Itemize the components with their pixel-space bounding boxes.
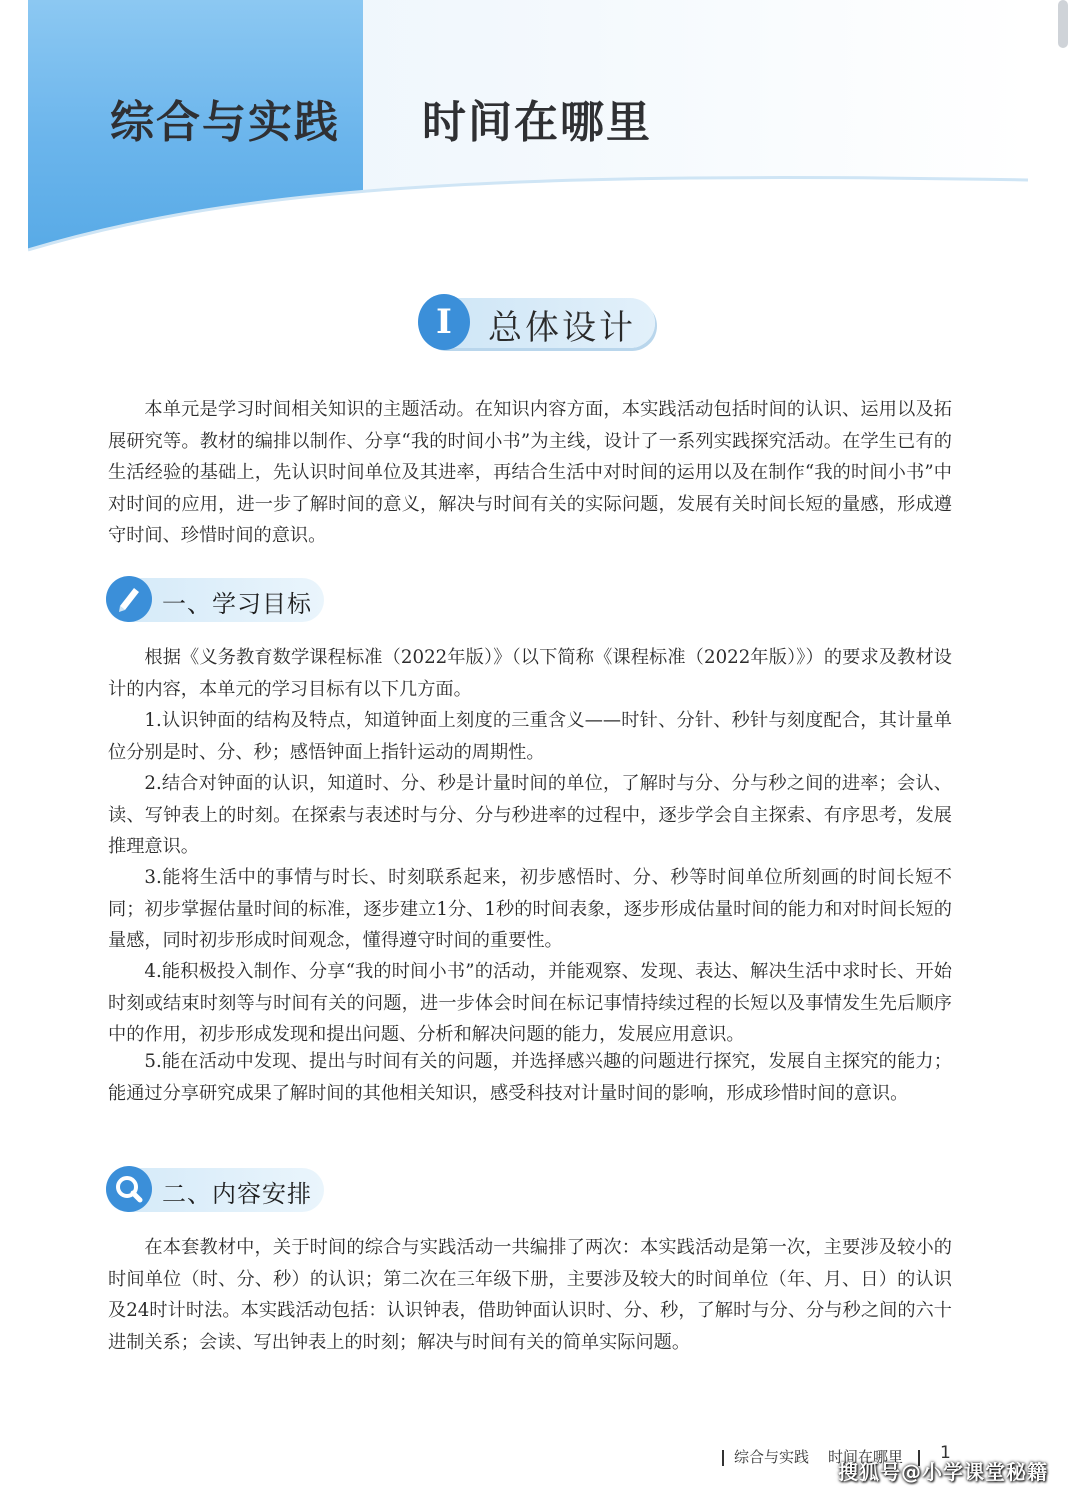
content-paragraph: 在本套教材中，关于时间的综合与实践活动一共编排了两次：本实践活动是第一次，主要涉及较小的时间单位（时、分、秒）的认识；第二次在三年级下册，主要涉及较大的时间单位（年、月、日）的认识及24时计时法。本实践活动包括：认识钟表，借助钟面认识时、分、秒，了解时与分、分与秒之间的六十进制关系；会读、写出钟表上的时刻；解决与时间有关的简单实际问题。 (108, 1237, 952, 1353)
page-title: 时间在哪里 (422, 97, 652, 148)
section-banner (420, 298, 655, 348)
unit-label: 综合与实践 (110, 97, 340, 148)
footer-divider (722, 1450, 724, 1466)
goal-item: 5.能在活动中发现、提出与时间有关的问题，并选择感兴趣的问题进行探究，发展自主探究的能力；能通过分享研究成果了解时间的其他相关知识，感受科技对计量时间的影响，形成珍惜时间的意识。 (108, 1051, 952, 1104)
goal-item: 3.能将生活中的事情与时长、时刻联系起来，初步感悟时、分、秒等时间单位所刻画的时间长短不同；初步掌握估量时间的标准，逐步建立1分、1秒的时间表象，逐步形成估量时间的能力和对时间长短的量感，同时初步形成时间观念，懂得遵守时间的重要性。 (108, 867, 952, 951)
goals-heading-banner (106, 578, 324, 622)
header-wave (28, 150, 1028, 260)
goal-item: 1.认识钟面的结构及特点，知道钟面上刻度的三重含义——时针、分针、秒针与刻度配合，其计量单位分别是时、分、秒；感悟钟面上指针运动的周期性。 (108, 710, 952, 763)
goals-lead: 根据《义务教育数学课程标准（2022年版）》（以下简称《课程标准（2022年版）》）的要求及教材设计的内容，本单元的学习目标有以下几方面。 (108, 647, 952, 700)
goal-item: 4.能积极投入制作、分享“我的时间小书”的活动，并能观察、发现、表达、解决生活中求时长、开始时刻或结束时刻等与时间有关的问题，进一步体会时间在标记事情持续过程的长短以及事情发生先后顺序中的作用，初步形成发现和提出问题、分析和解决问题的能力，发展应用意识。 (108, 961, 952, 1045)
section-number: I (418, 294, 470, 350)
pencil-icon (106, 576, 152, 622)
section-title: 总体设计 (488, 308, 636, 348)
magnifier-icon (106, 1166, 152, 1212)
footer-unit-label: 综合与实践 (734, 1448, 810, 1466)
goal-item: 2.结合对钟面的认识，知道时、分、秒是计量时间的单位，了解时与分、分与秒之间的进率；会认、读、写钟表上的时刻。在探索与表述时与分、分与秒进率的过程中，逐步学会自主探索、有序思考，发展推理意识。 (108, 773, 952, 857)
footer-unit-title: 时间在哪里 (828, 1448, 904, 1466)
goals-heading: 一、学习目标 (162, 590, 312, 618)
scrollbar[interactable] (1058, 0, 1068, 48)
content-heading-banner (106, 1168, 324, 1212)
intro-paragraph: 本单元是学习时间相关知识的主题活动。在知识内容方面，本实践活动包括时间的认识、运用以及拓展研究等。教材的编排以制作、分享“我的时间小书”为主线，设计了一系列实践探究活动。在学生已有的生活经验的基础上，先认识时间单位及其进率，再结合生活中对时间的运用以及在制作“我的时间小书”中对时间的应用，进一步了解时间的意义，解决与时间有关的实际问题，发展有关时间长短的量感，形成遵守时间、珍惜时间的意识。 (108, 399, 952, 546)
page-number: 1 (940, 1443, 951, 1463)
content-heading: 二、内容安排 (162, 1180, 312, 1208)
watermark-text: 搜狐号@小学课堂秘籍 (838, 1460, 1048, 1484)
